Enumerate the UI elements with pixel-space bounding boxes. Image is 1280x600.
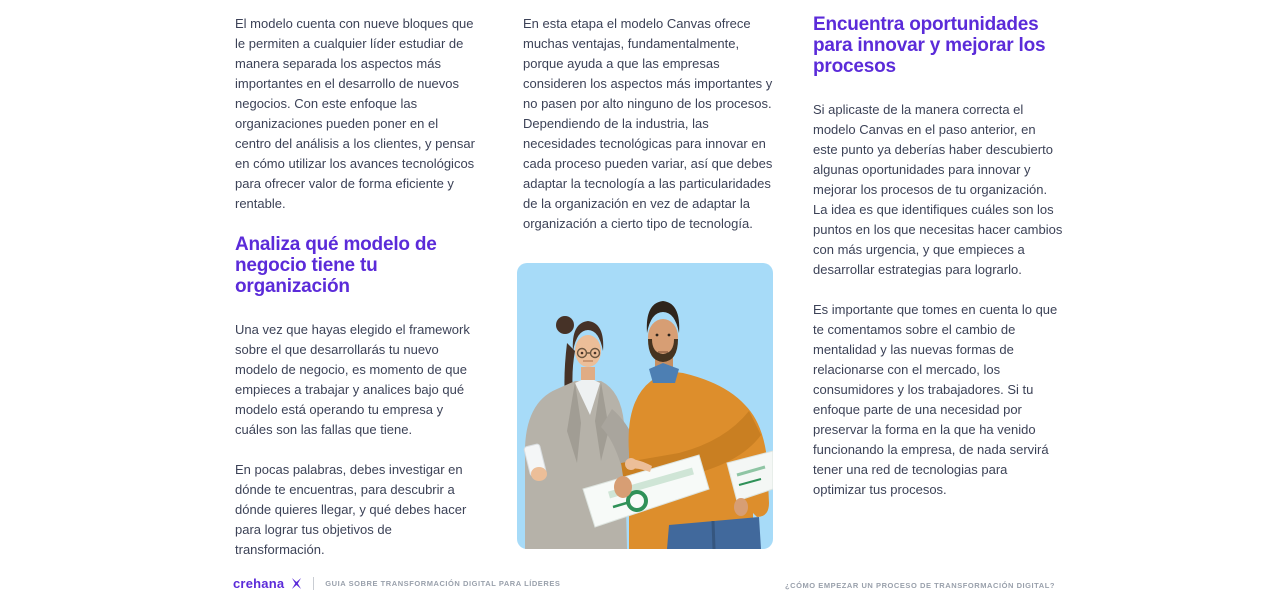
paragraph: Una vez que hayas elegido el framework sobre el que desarrollarás tu nuevo modelo de negocio, es momento de que empieces a trabajar y analices bajo qué modelo está operando tu empresa y cuáles son las fallas que tiene. [235, 322, 470, 437]
paragraph: Es importante que tomes en cuenta lo que te comentamos sobre el cambio de mentalidad y las nuevas formas de relacionarse con el mercado, los consumidores y los trabajadores. Si tu enfoque parte de una necesidad por preservar la forma en la que ha venido funcionando la empresa, de nada servirá tener una red de tecnologias para optimizar tus procesos. [813, 302, 1058, 497]
section-heading-analiza: Analiza qué modelo de negocio tiene tu organización [235, 234, 437, 297]
footer-left [233, 576, 560, 591]
man-hand [614, 476, 632, 498]
column-middle [523, 14, 775, 254]
column-left [235, 14, 475, 580]
footer-divider [313, 577, 314, 590]
section-heading-encuentra: Encuentra oportunidades para innovar y mejorar los procesos [813, 14, 1046, 77]
page-footer [0, 576, 1280, 596]
footer-chapter-title: ¿CÓMO EMPEZAR UN PROCESO DE TRANSFORMACIÓN DIGITAL? [785, 581, 1055, 590]
man-hand [734, 498, 748, 516]
people-reviewing-documents-photo [517, 263, 773, 549]
paragraph: El modelo cuenta con nueve bloques que le permiten a cualquier líder estudiar de manera separada los aspectos más importantes en el desarrollo de nuevos negocios. Con este enfoque las organizaciones pueden poner en el centro del análisis a los clientes, y pensar en cómo utilizar los avances tecnológicos para ofrecer valor de forma eficiente y rentable. [235, 16, 475, 211]
footer-guide-title: GUIA SOBRE TRANSFORMACIÓN DIGITAL PARA LÍDERES [325, 579, 561, 588]
column-right [813, 14, 1063, 520]
paragraph: En esta etapa el modelo Canvas ofrece muchas ventajas, fundamentalmente, porque ayuda a que las empresas consideren los aspectos más importantes y no pasen por alto ninguno de los procesos. Dependiendo de la industria, las necesidades tecnológicas para innovar en cada proceso pueden variar, así que debes adaptar la tecnología a las particularidades de la organización en vez de adaptar la organización a cierto tipo de tecnología. [523, 16, 773, 231]
paragraph: En pocas palabras, debes investigar en dónde te encuentras, para descubrir a dónde quieres llegar, y qué debes hacer para lograr tus objetivos de transformación. [235, 462, 467, 557]
paragraph: Si aplicaste de la manera correcta el modelo Canvas en el paso anterior, en este punto ya deberías haber descubierto algunas oportunidades para innovar y mejorar los procesos de tu organización. La idea es que identifiques cuáles son los puntos en los que necesitas hacer cambios con más urgencia, y que empieces a desarrollar estrategias para lograrlo. [813, 102, 1063, 277]
crehana-logo-mark-icon [291, 578, 302, 589]
donut-chart-icon [628, 492, 646, 510]
photo-illustration [517, 263, 773, 549]
crehana-logo: crehana [233, 576, 285, 591]
